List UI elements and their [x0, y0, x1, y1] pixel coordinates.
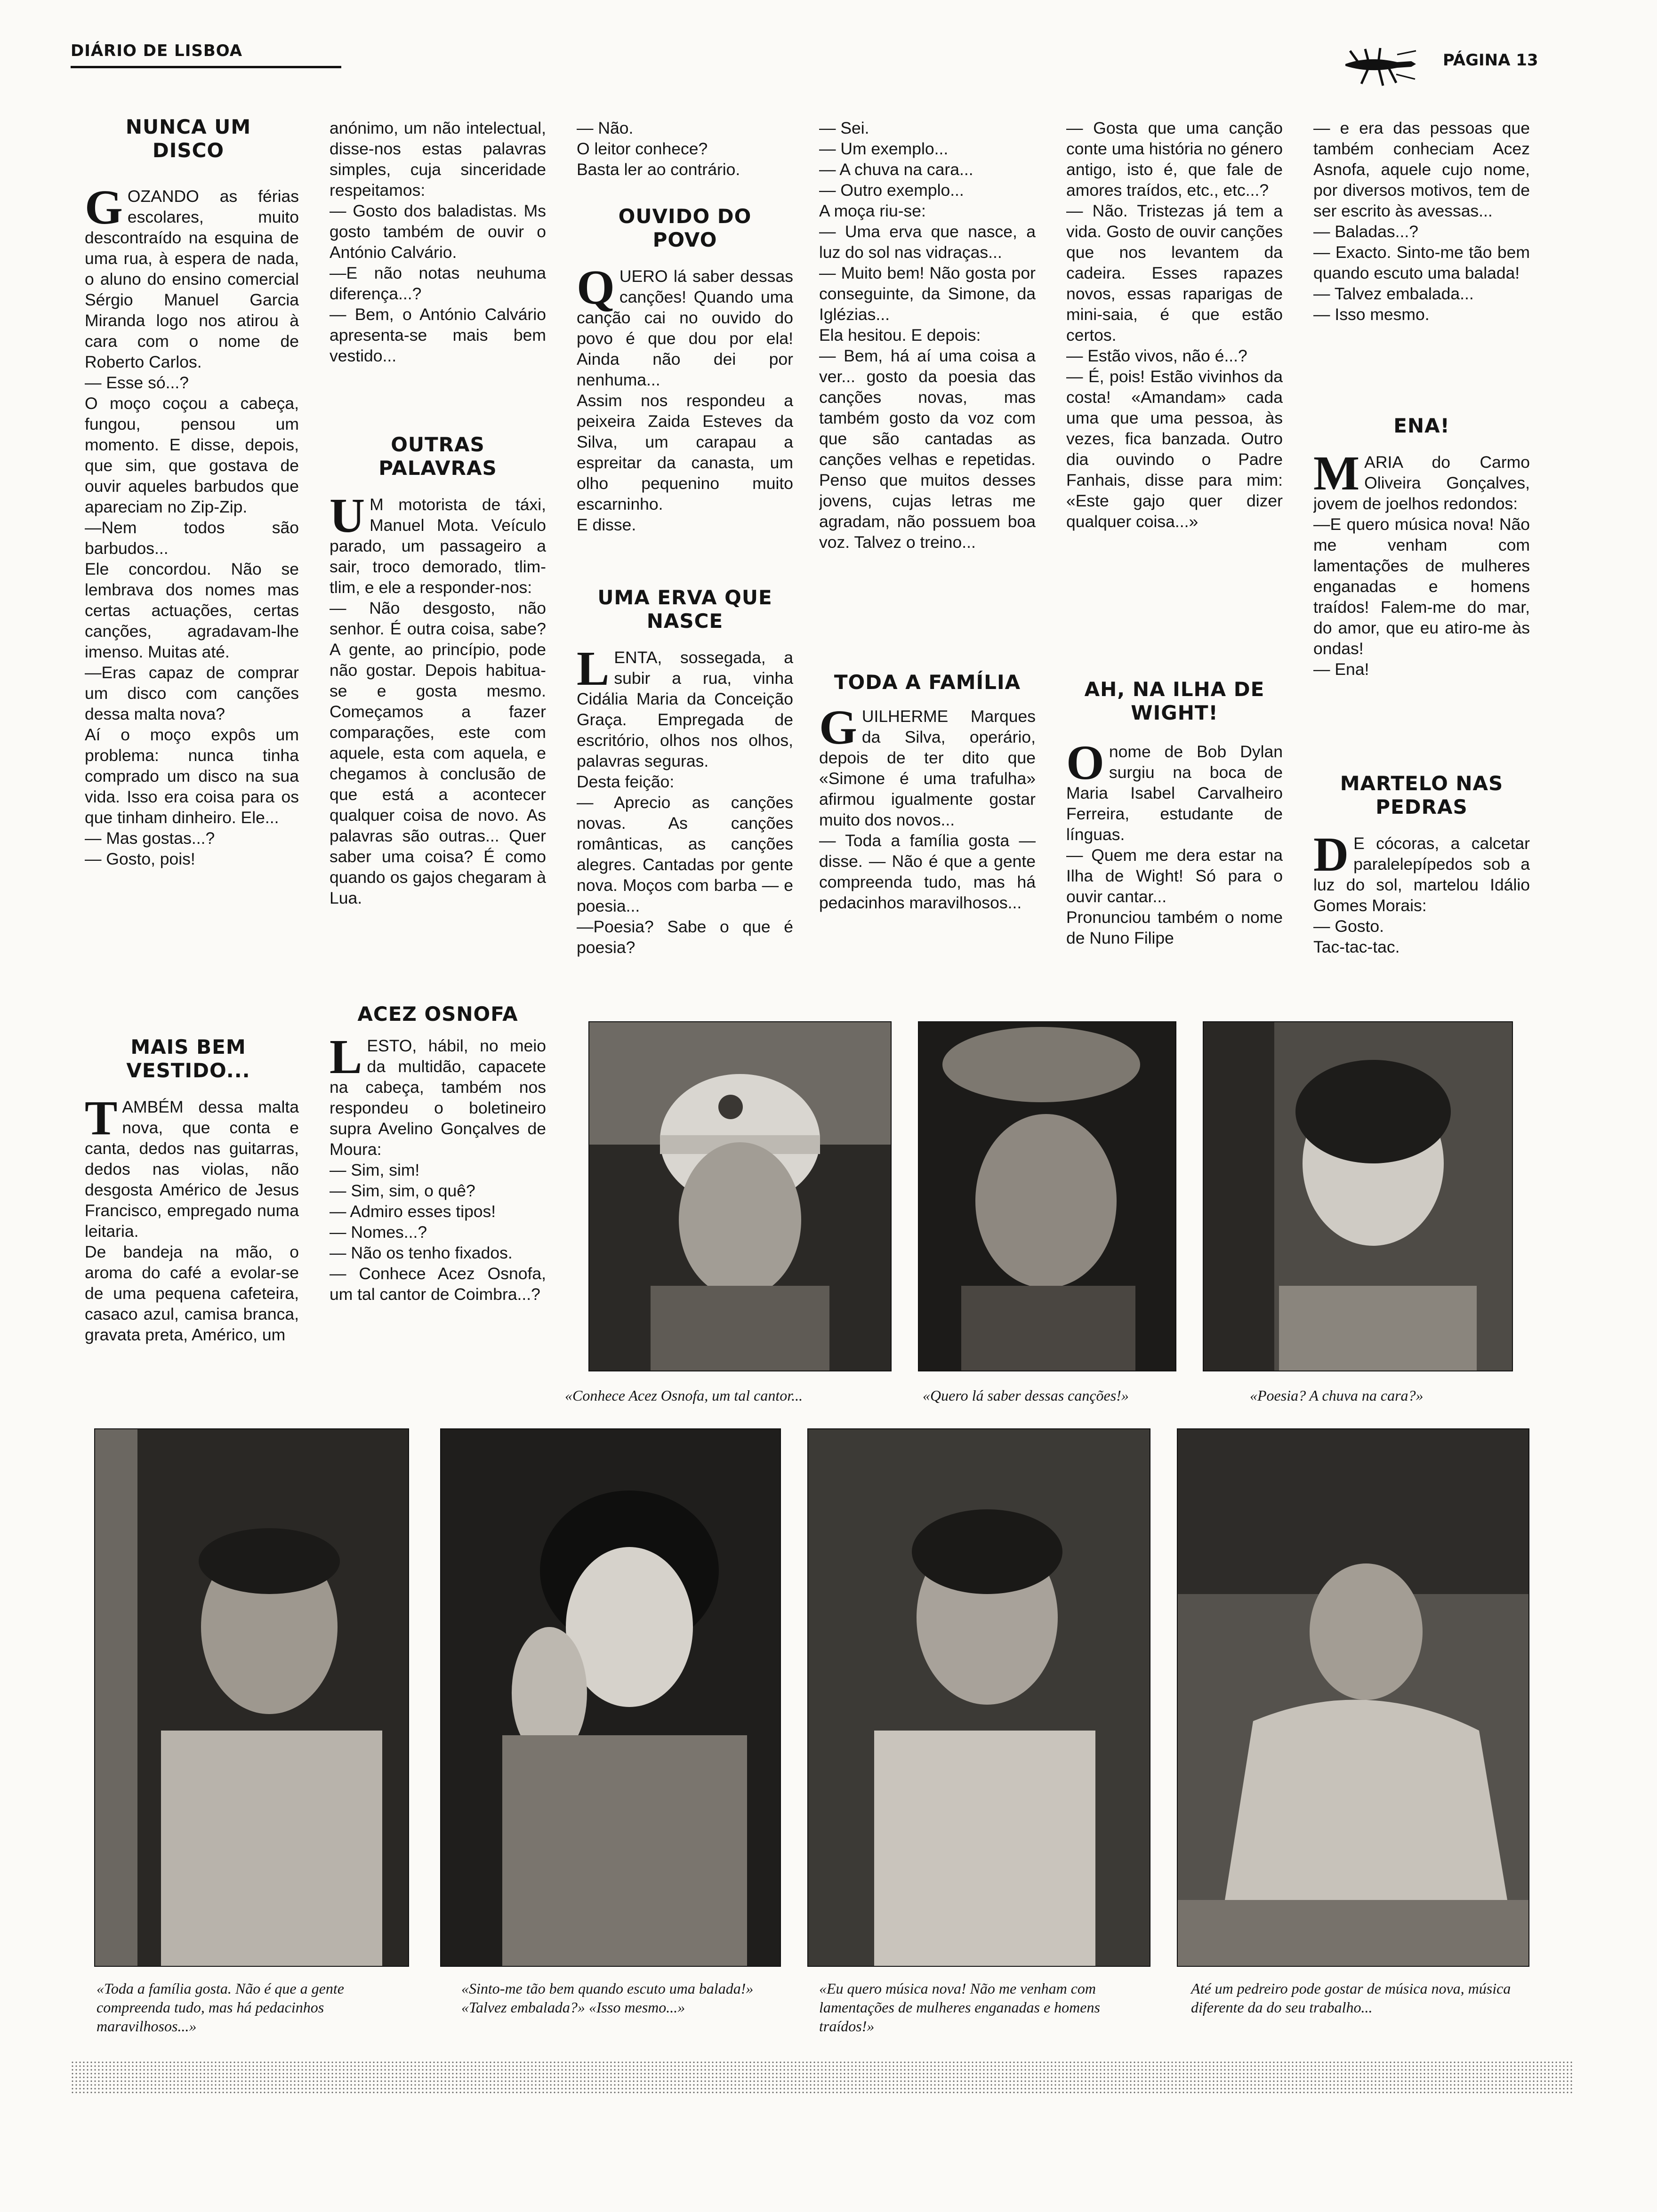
heading-uma-erva-que-nasce: UMA ERVA QUE NASCE — [597, 586, 772, 633]
paragraph: — Não. Tristezas já tem a vida. Gosto de ouvir canções que nos levantem da cadeira. Esses rapazes novos, essas raparigas de mini-saia, é que estão certos. — [1066, 201, 1283, 345]
paragraph: De bandeja na mão, o aroma do café a evolar-se de uma pequena cafeteira, casaco azul, camisa branca, gravata preta, Américo, um — [85, 1242, 299, 1344]
article-col5-continuation — [1066, 118, 1283, 659]
photo-worker-man — [94, 1428, 409, 1967]
paragraph: — Aprecio as canções novas. As canções românticas, as canções alegres. Cantadas por gente nova. Moços com barba — e poesia... — [577, 793, 793, 915]
heading-outras-palavras: OUTRAS PALAVRAS — [378, 433, 497, 480]
paragraph: — Gosta que uma canção conte uma história no género antigo, isto é, que fale de amores traídos, etc., etc...? — [1066, 119, 1283, 200]
paragraph: Assim nos respondeu a peixeira Zaida Esteves da Silva, um carapau a espreitar da canasta, um olho pequenino muito escarninho. — [577, 391, 793, 513]
paragraph: — Um exemplo... — [819, 139, 949, 158]
paragraph: Basta ler ao contrário. — [577, 160, 740, 179]
article-lead: E cócoras, a calcetar paralelepípedos sob a luz do sol, martelou Idálio Gomes Morais: — [1313, 834, 1530, 915]
paragraph: anónimo, um não intelectual, disse-nos estas palavras simples, cuja sinceridade respeitamos: — [330, 119, 546, 200]
heading-martelo-nas-pedras: MARTELO NAS PEDRAS — [1340, 772, 1504, 818]
paragraph: E disse. — [577, 515, 636, 534]
paragraph: — Baladas...? — [1313, 222, 1418, 241]
article-nunca-um-disco — [85, 186, 299, 1031]
paragraph: — Não. — [577, 119, 634, 137]
article-lead: M motorista de táxi, Manuel Mota. Veículo parado, um passageiro a sair, troco demorado, tlim-tlim, e ele a responder-nos: — [330, 495, 546, 597]
paragraph: — Bem, há aí uma coisa a ver... gosto da poesia das canções novas, mas também gosto da voz com que são cantadas as canções velhas e repetidas. Penso que muitos desses jovens, cujas letras me agradam, não possuem boa voz. Talvez o treino... — [819, 346, 1036, 552]
paragraph: — Esse só...? — [85, 373, 189, 392]
article-lead: ENTA, sossegada, a subir a rua, vinha Cidália Maria da Conceição Graça. Empregada de escritório, olhos nos olhos, palavras seguras. — [577, 648, 793, 770]
heading-mais-bem-vestido: MAIS BEM VESTIDO... — [126, 1035, 250, 1082]
photo-helmeted-courier — [588, 1021, 892, 1371]
caption-pedreiro: Até um pedreiro pode gostar de música nova, música diferente da do seu trabalho... — [1191, 1980, 1511, 2016]
paragraph: — Quem me dera estar na Ilha de Wight! Só para o ouvir cantar... — [1066, 846, 1283, 906]
dropcap: L — [577, 647, 610, 696]
heading-ouvido-do-povo: OUVIDO DO POVO — [618, 205, 752, 251]
article-lead: UILHERME Marques da Silva, operário, depois de ter dito que «Simone é uma trafulha» afirmou igualmente gostar muito dos novos... — [819, 707, 1036, 829]
paragraph: — Sim, sim! — [330, 1161, 420, 1179]
dropcap: G — [85, 186, 123, 234]
paragraph: — Gosto dos baladistas. Ms gosto também de ouvir o António Calvário. — [330, 201, 546, 262]
caption-sinto: «Sinto-me tão bem quando escuto uma balada!» «Talvez embalada?» «Isso mesmo...» — [461, 1980, 754, 2016]
article-lead: ESTO, hábil, no meio da multidão, capacete na cabeça, também nos respondeu o boletineiro supra Avelino Gonçalves de Moura: — [330, 1036, 546, 1159]
caption-poesia: «Poesia? A chuva na cara?» — [1250, 1387, 1424, 1404]
paragraph: —E quero música nova! Não me venham com lamentações de mulheres enganadas e homens traídos! Falem-me do mar, do amor, que eu atiro-me às ondas! — [1313, 515, 1530, 658]
paragraph: Ele concordou. Não se lembrava dos nomes mas certas actuações, certas canções, agradavam-lhe imenso. Muitas até. — [85, 560, 299, 661]
paragraph: — Admiro esses tipos! — [330, 1202, 496, 1221]
paragraph: — Uma erva que nasce, a luz do sol nas vidraças... — [819, 222, 1036, 262]
paragraph: —Nem todos são barbudos... — [85, 518, 299, 558]
article-lead: UERO lá saber dessas canções! Quando uma canção cai no ouvido do povo é que dou por ela! Ainda não dei por nenhuma... — [577, 267, 793, 389]
caption-quero: «Quero lá saber dessas canções!» — [923, 1387, 1129, 1404]
paragraph: — Estão vivos, não é...? — [1066, 346, 1247, 365]
dropcap: O — [1066, 741, 1104, 790]
paragraph: — Gosto. — [1313, 917, 1384, 936]
halftone-band — [71, 2060, 1572, 2093]
paragraph: — Outro exemplo... — [819, 181, 964, 200]
paragraph: — Nomes...? — [330, 1223, 427, 1242]
paragraph: — Bem, o António Calvário apresenta-se mais bem vestido... — [330, 305, 546, 365]
paragraph: — Sim, sim, o quê? — [330, 1181, 475, 1200]
dropcap: L — [330, 1035, 362, 1084]
caption-familia: «Toda a família gosta. Não é que a gente compreenda tudo, mas há pedacinhos maravilhosos...» — [97, 1980, 344, 2035]
paragraph: — Mas gostas...? — [85, 829, 215, 848]
dropcap: M — [1313, 452, 1360, 500]
paragraph: A moça riu-se: — [819, 201, 926, 220]
paragraph: — Conhece Acez Osnofa, um tal cantor de Coimbra...? — [330, 1264, 546, 1304]
dropcap: U — [330, 494, 365, 543]
article-toda-a-familia — [819, 706, 1036, 988]
paragraph: O moço coçou a cabeça, fungou, pensou um momento. E disse, depois, que sim, que gostava de ouvir aqueles barbudos que apareciam no Zip-Zip. — [85, 394, 299, 516]
article-col2-continuation — [330, 118, 546, 419]
paragraph: —E não notas neuhuma diferença...? — [330, 264, 546, 303]
heading-acez-osnofa: ACEZ OSNOFA — [357, 1002, 518, 1026]
paragraph: — Sei. — [819, 119, 869, 137]
paragraph: — Exacto. Sinto-me tão bem quando escuto uma balada! — [1313, 243, 1530, 282]
paragraph: — É, pois! Estão vivinhos da costa! «Amandam» cada uma que uma pessoa, às vezes, fica banzada. Outro dia ouvindo o Padre Fanhais, disse para mim: «Este gajo quer dizer qualquer coisa...» — [1066, 367, 1283, 531]
insect-emblem-icon — [1341, 45, 1421, 94]
photo-young-woman — [440, 1428, 781, 1967]
article-mais-bem-vestido — [85, 1097, 299, 1398]
paragraph: — A chuva na cara... — [819, 160, 973, 179]
paragraph: —Poesia? Sabe o que é poesia? — [577, 917, 793, 957]
article-ena — [1313, 452, 1530, 762]
paragraph: — Talvez embalada... — [1313, 284, 1474, 303]
paragraph: — Isso mesmo. — [1313, 305, 1430, 324]
heading-ah-na-ilha-de-wight: AH, NA ILHA DE WIGHT! — [1084, 678, 1265, 724]
page-number: PÁGINA 13 — [1443, 51, 1538, 70]
header-rule — [71, 66, 341, 68]
article-ouvido-do-povo — [577, 266, 793, 558]
paragraph: — Ena! — [1313, 660, 1369, 679]
article-col6-continuation — [1313, 118, 1530, 395]
article-lead: AMBÉM dessa malta nova, que conta e canta, dedos nas guitarras, dedos nas violas, não desgosta Américo de Jesus Francisco, empregado numa leitaria. — [85, 1098, 299, 1241]
article-lead: ARIA do Carmo Oliveira Gonçalves, jovem de joelhos redondos: — [1313, 453, 1530, 513]
photo-office-worker — [1203, 1021, 1513, 1371]
article-lead: nome de Bob Dylan surgiu na boca de Maria Isabel Carvalheiro Ferreira, estudante de línguas. — [1066, 742, 1283, 844]
paragraph: — Gosto, pois! — [85, 850, 195, 868]
paragraph: — Toda a família gosta — disse. — Não é que a gente compreenda tudo, mas há pedacinhos maravilhosos... — [819, 831, 1036, 912]
caption-acez: «Conhece Acez Osnofa, um tal cantor... — [565, 1387, 803, 1404]
dropcap: D — [1313, 833, 1349, 882]
article-ah-na-ilha-de-wight — [1066, 741, 1283, 988]
article-col4-continuation — [819, 118, 1036, 652]
paragraph: — Não os tenho fixados. — [330, 1243, 513, 1262]
dropcap: T — [85, 1097, 118, 1145]
article-lead: OZANDO as férias escolares, muito descontraído na esquina de uma rua, à espera de nada, o aluno do ensino comercial Sérgio Manuel Garcia Miranda logo nos atirou à cara com o nome de Roberto Carlos. — [85, 187, 299, 371]
paragraph: Desta feição: — [577, 772, 675, 791]
paragraph: Tac-tac-tac. — [1313, 938, 1400, 956]
article-outras-palavras — [330, 494, 546, 984]
article-martelo-nas-pedras — [1313, 833, 1530, 988]
article-acez-osnofa — [330, 1035, 546, 1398]
paragraph: — Não desgosto, não senhor. É outra coisa, sabe? A gente, ao princípio, pode não gostar. Depois habitua-se e gosta mesmo. Começamos a fazer comparações, este com aquele, esta com aquela, e chegamos à conclusão de que está a acontecer qualquer coisa de novo. As palavras são outras... Quer saber uma coisa? É como quando os gajos chegaram à Lua. — [330, 599, 546, 907]
article-col3-continuation — [577, 118, 793, 207]
dropcap: G — [819, 706, 857, 754]
photo-stone-paver — [1177, 1428, 1529, 1967]
newspaper-name: DIÁRIO DE LISBOA — [71, 41, 243, 60]
paragraph: Aí o moço expôs um problema: nunca tinha comprado um disco na sua vida. Isso era coisa para os que tinham dinheiro. Ele... — [85, 725, 299, 827]
paragraph: Ela hesitou. E depois: — [819, 326, 981, 345]
photo-fishwife — [918, 1021, 1176, 1371]
heading-toda-a-familia: TODA A FAMÍLIA — [834, 671, 1021, 694]
caption-quero-nova: «Eu quero música nova! Não me venham com lamentações de mulheres enganadas e homens traídos!» — [819, 1980, 1100, 2035]
heading-ena: ENA! — [1393, 414, 1450, 437]
paragraph: —Eras capaz de comprar um disco com canções dessa malta nova? — [85, 663, 299, 723]
heading-nunca-um-disco: NUNCA UM DISCO — [125, 115, 251, 162]
photo-woman-carmo — [807, 1428, 1150, 1967]
paragraph: — Muito bem! Não gosta por conseguinte, da Simone, da Iglézias... — [819, 264, 1036, 324]
paragraph: Pronunciou também o nome de Nuno Filipe — [1066, 908, 1283, 947]
dropcap: Q — [577, 266, 615, 314]
paragraph: — e era das pessoas que também conheciam Acez Asnofa, aquele cujo nome, por diversos motivos, tem de ser escrito às avessas... — [1313, 119, 1530, 220]
article-uma-erva-que-nasce — [577, 647, 793, 988]
paragraph: O leitor conhece? — [577, 139, 708, 158]
